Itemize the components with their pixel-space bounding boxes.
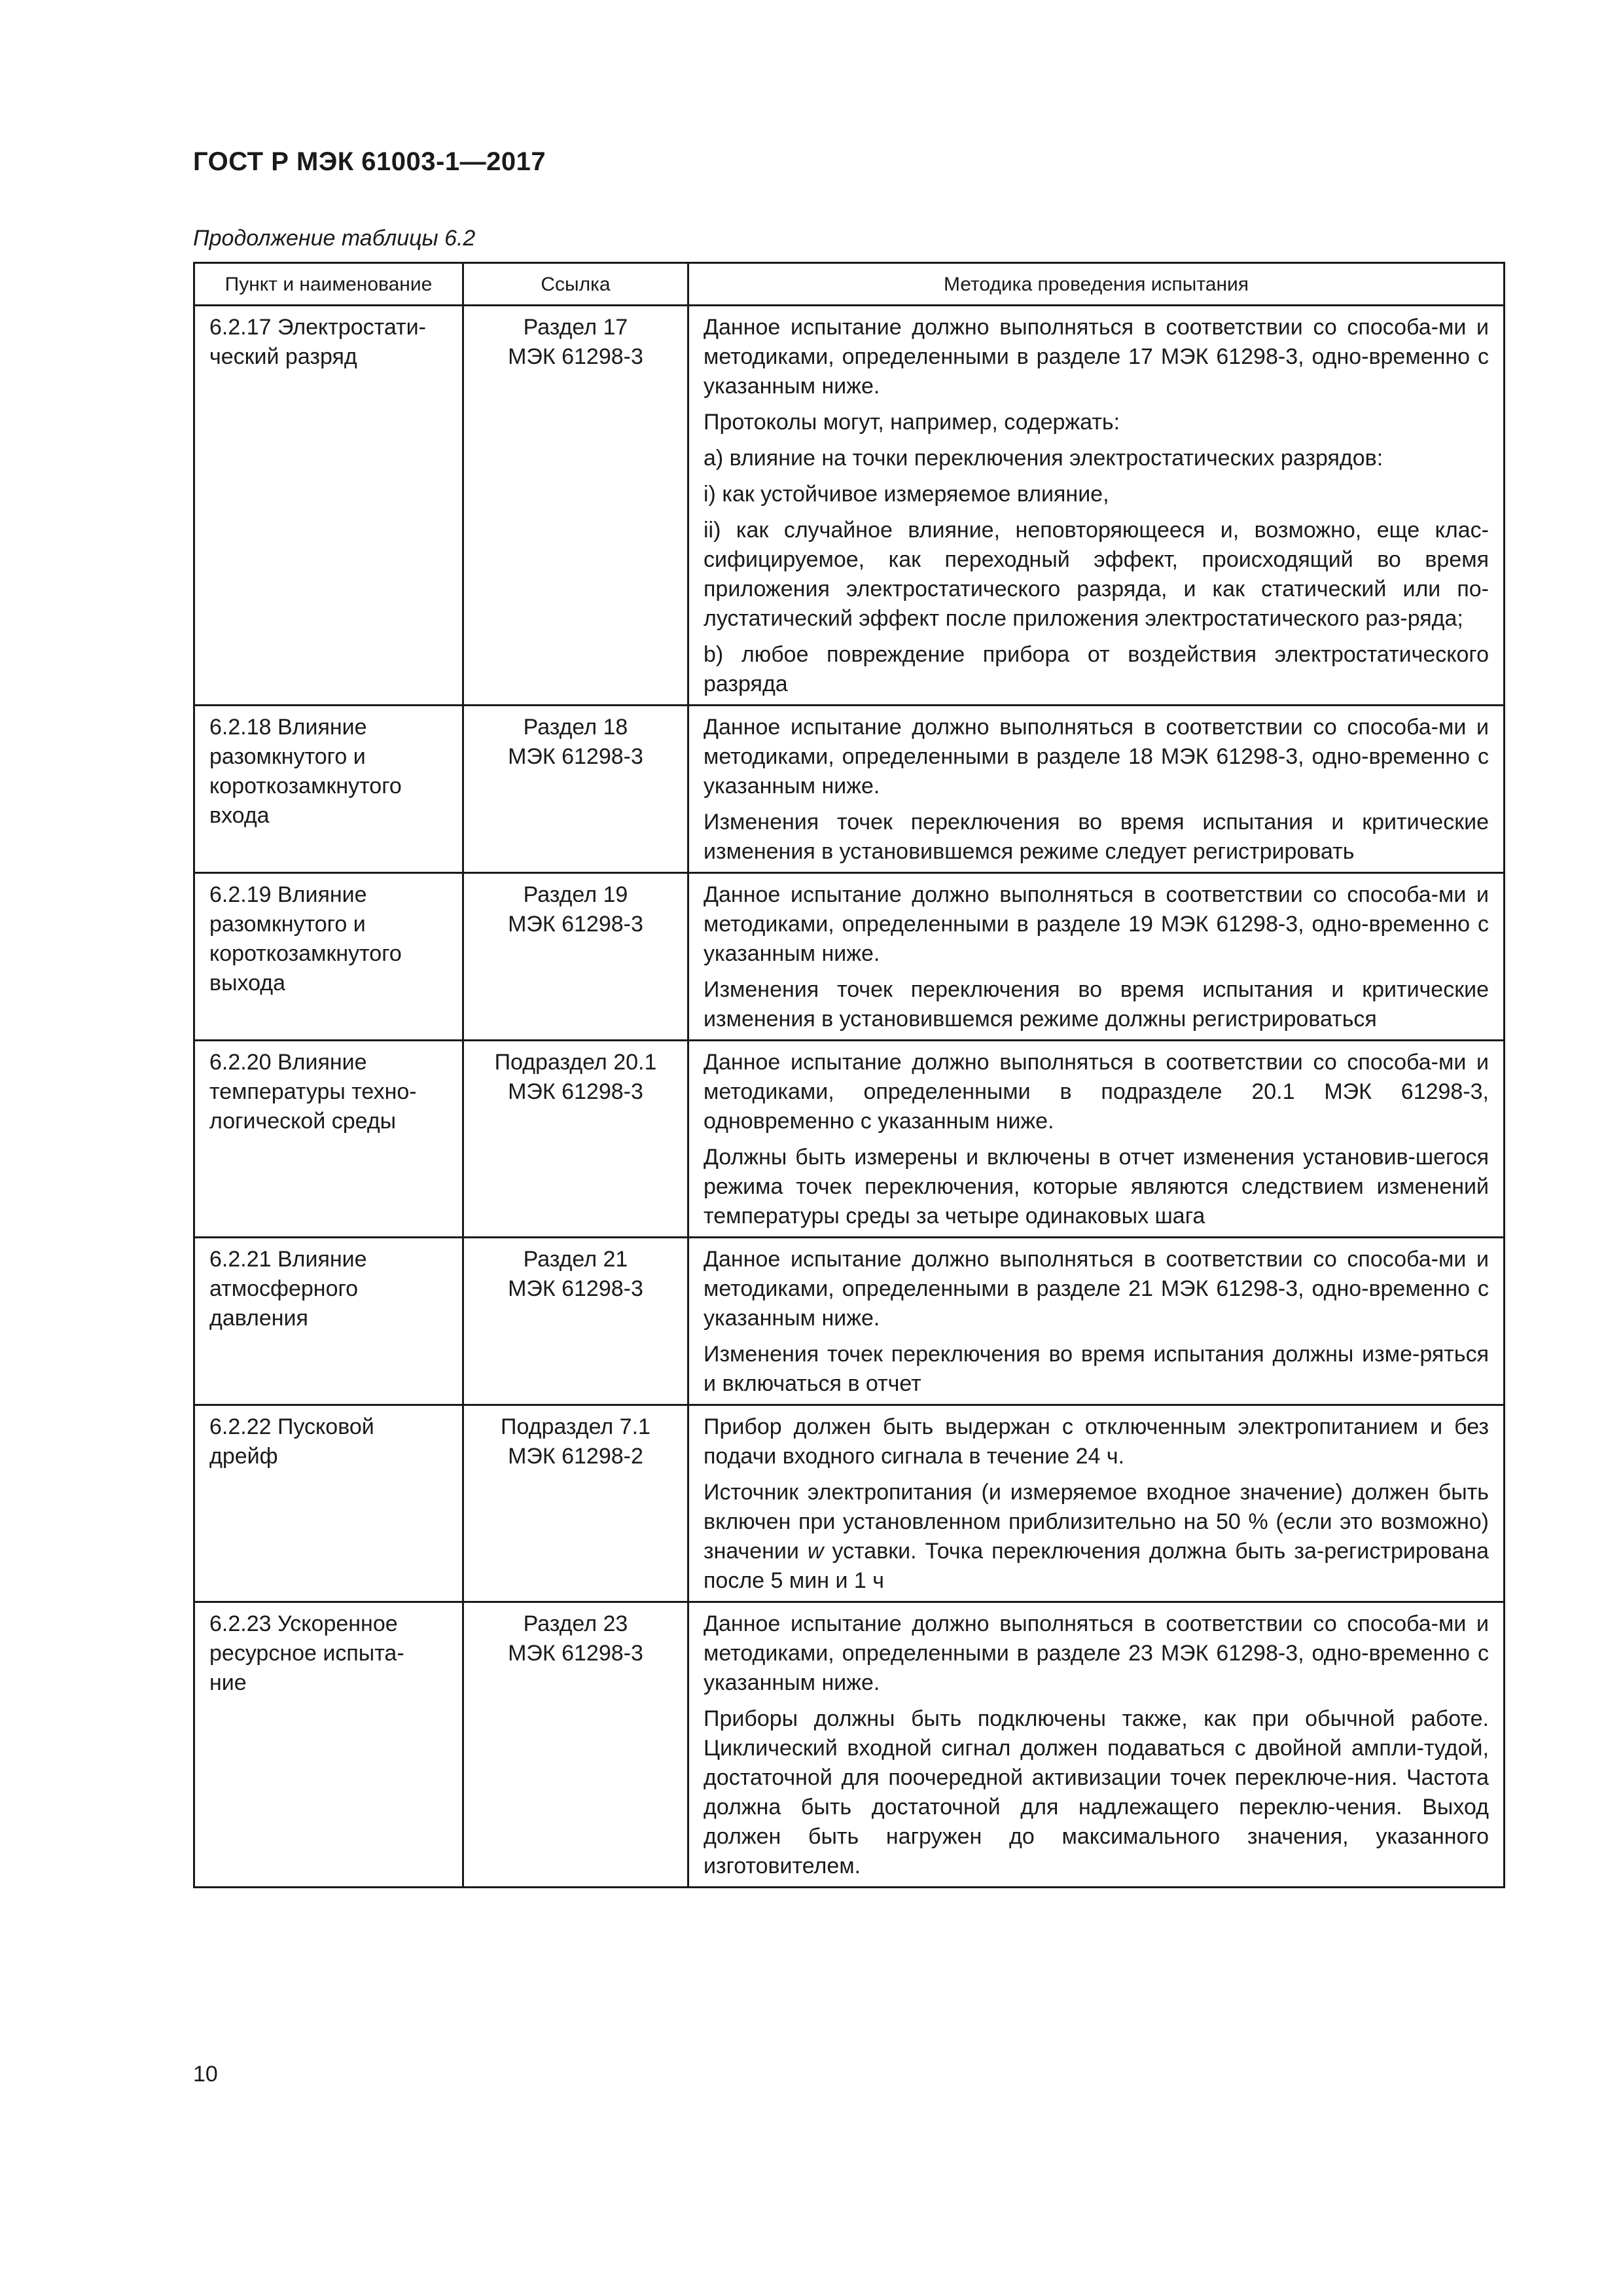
table-header-row: [194, 263, 1505, 306]
method-paragraph: Изменения точек переключения во время испытания и критические изменения в установившемся режиме должны регистрироваться: [704, 977, 1489, 1031]
method-paragraph: Источник электропитания (и измеряемое входное значение) должен быть включен при установленном приблизительно на 50 % (если это возможно) значении w уставки. Точка переключения должна быть за-регистрирована после 5 мин и 1 ч: [704, 1480, 1489, 1593]
item-cell: [194, 1602, 463, 1888]
method-paragraph: b) любое повреждение прибора от воздействия электростатического разряда: [704, 642, 1489, 696]
item-title: 6.2.20 Влияние температуры техно- логической среды: [209, 1050, 417, 1134]
reference-cell: [463, 1041, 688, 1238]
document-header: ГОСТ Р МЭК 61003-1—2017: [193, 147, 546, 176]
page-number: 10: [193, 2062, 218, 2087]
method-paragraph: а) влияние на точки переключения электростатических разрядов:: [704, 446, 1383, 471]
test-methods-table: [193, 262, 1505, 1888]
method-paragraph: Данное испытание должно выполняться в соответствии со способа-ми и методиками, определенными в разделе 23 МЭК 61298-3, одно-временно с указанным ниже.: [704, 1611, 1489, 1695]
table-body: [194, 306, 1505, 1888]
method-paragraph: Должны быть измерены и включены в отчет изменения установив-шегося режима точек переключения, которые являются следствием изменений температуры среды за четыре одинаковых шага: [704, 1145, 1489, 1229]
table-row: [194, 1405, 1505, 1602]
method-cell: [688, 873, 1505, 1041]
method-cell: [688, 306, 1505, 706]
reference-text: Раздел 18 МЭК 61298-3: [508, 715, 643, 769]
item-title: 6.2.17 Электростати- ческий разряд: [209, 315, 426, 369]
item-cell: [194, 1238, 463, 1405]
method-paragraph: Данное испытание должно выполняться в соответствии со способа-ми и методиками, определенными в разделе 21 МЭК 61298-3, одно-временно с указанным ниже.: [704, 1247, 1489, 1331]
method-cell: [688, 1041, 1505, 1238]
reference-text: Раздел 17 МЭК 61298-3: [508, 315, 643, 369]
method-paragraph: i) как устойчивое измеряемое влияние,: [704, 482, 1109, 507]
item-title: 6.2.23 Ускоренное ресурсное испыта- ние: [209, 1611, 404, 1695]
method-paragraph: Данное испытание должно выполняться в соответствии со способа-ми и методиками, определенными в подразделе 20.1 МЭК 61298-3, одновременно с указанным ниже.: [704, 1050, 1489, 1134]
method-paragraph: Данное испытание должно выполняться в соответствии со способа-ми и методиками, определенными в разделе 19 МЭК 61298-3, одно-временно с указанным ниже.: [704, 882, 1489, 966]
column-header-method: Методика проведения испытания: [688, 263, 1505, 306]
table-row: [194, 1238, 1505, 1405]
reference-cell: [463, 1238, 688, 1405]
method-cell: [688, 706, 1505, 873]
table-row: [194, 1602, 1505, 1888]
method-paragraph: Данное испытание должно выполняться в соответствии со способа-ми и методиками, определенными в разделе 17 МЭК 61298-3, одно-временно с указанным ниже.: [704, 315, 1489, 399]
reference-cell: [463, 306, 688, 706]
table-row: [194, 873, 1505, 1041]
reference-cell: [463, 873, 688, 1041]
reference-cell: [463, 706, 688, 873]
item-cell: [194, 706, 463, 873]
reference-text: Подраздел 7.1 МЭК 61298-2: [501, 1414, 651, 1469]
method-paragraph: ii) как случайное влияние, неповторяющееся и, возможно, еще клас-сифицируемое, как переходный эффект, происходящий во время приложения электростатического разряда, и как статический или по-лустатический эффект после приложения электростатического раз-ряда;: [704, 518, 1489, 631]
table-row: [194, 706, 1505, 873]
reference-text: Раздел 21 МЭК 61298-3: [508, 1247, 643, 1301]
reference-text: Подраздел 20.1 МЭК 61298-3: [494, 1050, 657, 1104]
method-cell: [688, 1602, 1505, 1888]
item-title: 6.2.18 Влияние разомкнутого и короткозамкнутого входа: [209, 715, 402, 828]
method-paragraph: Протоколы могут, например, содержать:: [704, 410, 1120, 435]
method-paragraph: Прибор должен быть выдержан с отключенным электропитанием и без подачи входного сигнала в течение 24 ч.: [704, 1414, 1489, 1469]
table-row: [194, 306, 1505, 706]
item-title: 6.2.19 Влияние разомкнутого и короткозамкнутого выхода: [209, 882, 402, 996]
item-cell: [194, 873, 463, 1041]
item-title: 6.2.21 Влияние атмосферного давления: [209, 1247, 367, 1331]
table-caption: Продолжение таблицы 6.2: [193, 226, 476, 251]
reference-cell: [463, 1602, 688, 1888]
reference-text: Раздел 19 МЭК 61298-3: [508, 882, 643, 937]
column-header-reference: Ссылка: [463, 263, 688, 306]
method-paragraph: Данное испытание должно выполняться в соответствии со способа-ми и методиками, определенными в разделе 18 МЭК 61298-3, одно-временно с указанным ниже.: [704, 715, 1489, 798]
item-cell: [194, 1041, 463, 1238]
method-cell: [688, 1405, 1505, 1602]
method-paragraph: Изменения точек переключения во время испытания и критические изменения в установившемся режиме следует регистрировать: [704, 810, 1489, 864]
table-row: [194, 1041, 1505, 1238]
item-cell: [194, 1405, 463, 1602]
reference-cell: [463, 1405, 688, 1602]
item-cell: [194, 306, 463, 706]
column-header-item: Пункт и наименование: [194, 263, 463, 306]
method-cell: [688, 1238, 1505, 1405]
method-paragraph: Изменения точек переключения во время испытания должны изме-ряться и включаться в отчет: [704, 1342, 1489, 1396]
item-title: 6.2.22 Пусковой дрейф: [209, 1414, 374, 1469]
method-paragraph: Приборы должны быть подключены также, как при обычной работе. Циклический входной сигнал должен подаваться с двойной ампли-тудой, достаточной для поочередной активизации точек переключе-ния. Частота должна быть достаточной для надлежащего переклю-чения. Выход должен быть нагружен до максимального значения, указанного изготовителем.: [704, 1706, 1489, 1878]
reference-text: Раздел 23 МЭК 61298-3: [508, 1611, 643, 1666]
